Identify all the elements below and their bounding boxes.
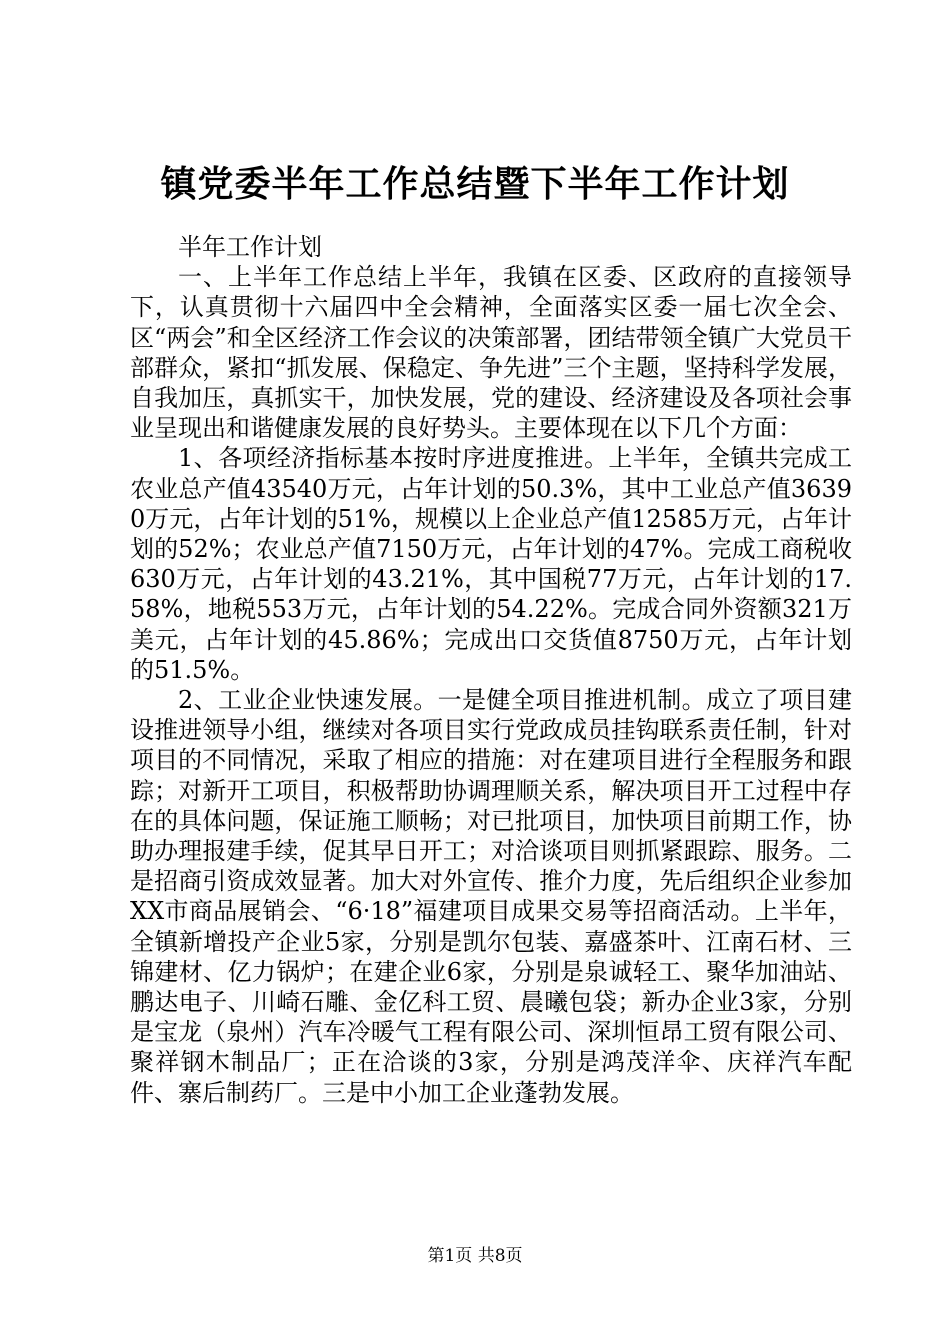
paragraph-summary-intro: 一、上半年工作总结上半年，我镇在区委、区政府的直接领导下，认真贯彻十六届四中全会精神，全面落实区委一届七次全会、区“两会”和全区经济工作会议的决策部署，团结带领全镇广大党员干部群众，紧扣“抓发展、保稳定、争先进”三个主题，坚持科学发展，自我加压，真抓实干，加快发展，党的建设、经济建设及各项社会事业呈现出和谐健康发展的良好势头。主要体现在以下几个方面： bbox=[130, 263, 852, 443]
paragraph-economic-indicators: 1、各项经济指标基本按时序进度推进。上半年，全镇共完成工农业总产值43540万元，占年计划的50.3%，其中工业总产值36390万元，占年计划的51%，规模以上企业总产值12585万元，占年计划的52%；农业总产值7150万元，占年计划的47%。完成工商税收630万元，占年计划的43.21%，其中国税77万元，占年计划的17.58%，地税553万元，占年计划的54.22%。完成合同外资额321万美元，占年计划的45.86%；完成出口交货值8750万元，占年计划的51.5%。 bbox=[130, 444, 852, 684]
document-title: 镇党委半年工作总结暨下半年工作计划 bbox=[160, 163, 790, 205]
page-number-footer: 第1页 共8页 bbox=[427, 1246, 523, 1266]
paragraph-subtitle: 半年工作计划 bbox=[178, 233, 322, 261]
paragraph-industrial-development: 2、工业企业快速发展。一是健全项目推进机制。成立了项目建设推进领导小组，继续对各项目实行党政成员挂钩联系责任制，针对项目的不同情况，采取了相应的措施：对在建项目进行全程服务和跟踪；对新开工项目，积极帮助协调理顺关系，解决项目开工过程中存在的具体问题，保证施工顺畅；对已批项目，加快项目前期工作，协助办理报建手续，促其早日开工；对洽谈项目则抓紧跟踪、服务。二是招商引资成效显著。加大对外宣传、推介力度，先后组织企业参加XX市商品展销会、“6·18”福建项目成果交易等招商活动。上半年，全镇新增投产企业5家，分别是凯尔包装、嘉盛茶叶、江南石材、三锦建材、亿力锅炉；在建企业6家，分别是泉诚轻工、聚华加油站、鹏达电子、川崎石雕、金亿科工贸、晨曦包袋；新办企业3家，分别是宝龙（泉州）汽车冷暖气工程有限公司、深圳恒昂工贸有限公司、聚祥钢木制品厂；正在洽谈的3家，分别是鸿茂洋伞、庆祥汽车配件、寨后制药厂。三是中小加工企业蓬勃发展。 bbox=[130, 686, 852, 1107]
document-body bbox=[130, 232, 852, 1108]
